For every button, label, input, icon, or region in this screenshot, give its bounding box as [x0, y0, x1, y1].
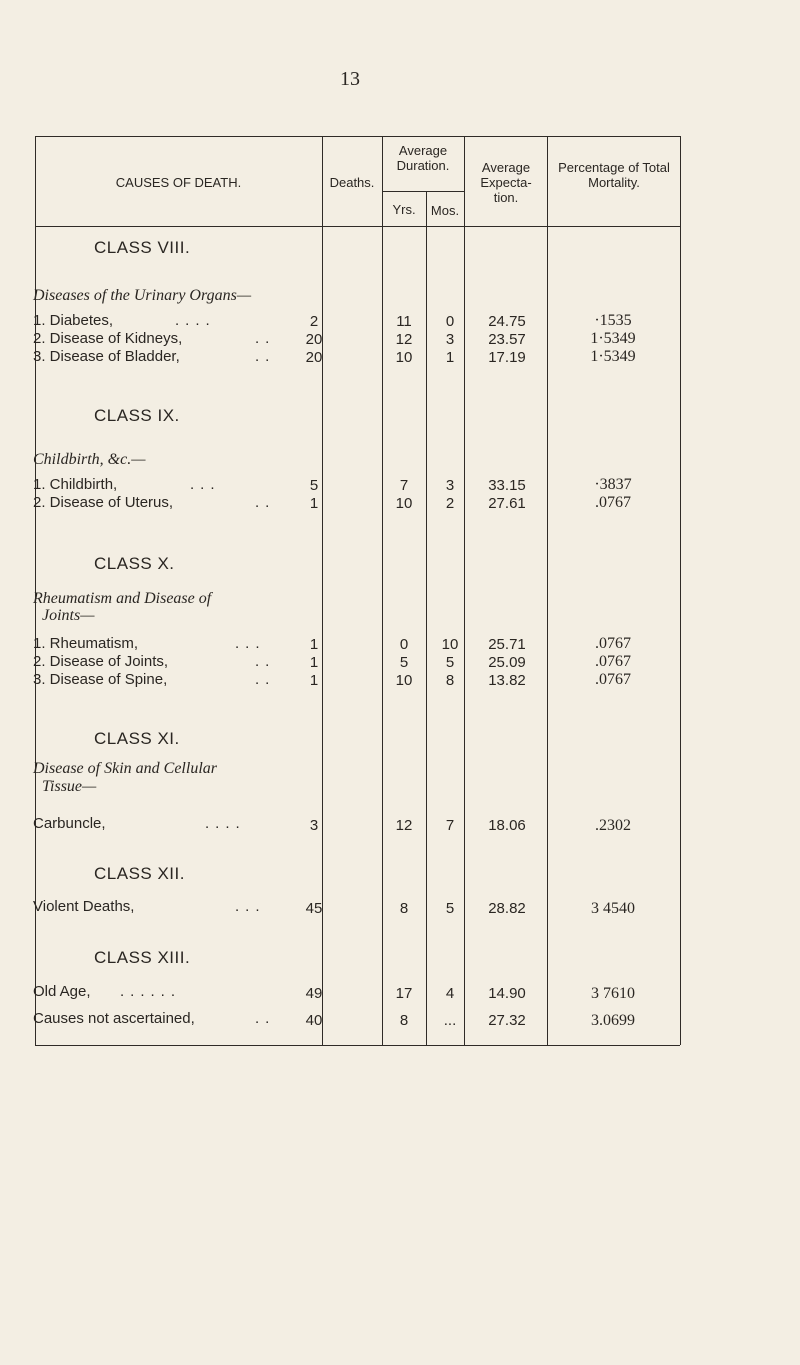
percentage-cell: .0767	[595, 635, 631, 652]
class-title: CLASS XI.	[94, 729, 180, 748]
expectation-cell: 17.19	[488, 349, 526, 366]
mos-cell: 10	[441, 636, 459, 653]
yrs-cell: 11	[396, 313, 412, 330]
deaths-cell: 49	[305, 985, 323, 1002]
deaths-cell: 40	[305, 1012, 323, 1029]
deaths-cell: 1	[309, 654, 319, 671]
mos-cell: 5	[445, 654, 455, 671]
percentage-cell: .0767	[595, 494, 631, 511]
row-label: 3. Disease of Spine,	[33, 671, 168, 688]
mos-cell: 2	[445, 495, 455, 512]
percentage-cell: .0767	[595, 653, 631, 670]
leader-dots: ....	[175, 312, 216, 329]
expectation-cell: 27.61	[488, 495, 526, 512]
leader-dots: ..	[255, 348, 276, 365]
row-label: 1. Rheumatism,	[33, 635, 139, 652]
expectation-cell: 18.06	[488, 817, 526, 834]
expectation-cell: 14.90	[488, 985, 526, 1002]
mos-cell: 3	[445, 477, 455, 494]
yrs-cell: 10	[395, 672, 413, 689]
percentage-cell: .2302	[595, 817, 631, 834]
yrs-cell: 0	[399, 636, 409, 653]
deaths-cell: 5	[309, 477, 319, 494]
yrs-cell: 12	[395, 331, 413, 348]
percentage-cell: 1·5349	[590, 330, 636, 347]
leader-dots: ...	[190, 476, 221, 493]
yrs-cell: 10	[395, 349, 413, 366]
class-title: CLASS XIII.	[94, 948, 191, 967]
leader-dots: ..	[255, 1010, 276, 1027]
percentage-cell: 1·5349	[590, 348, 636, 365]
mos-cell: 1	[445, 349, 455, 366]
percentage-cell: 3 7610	[591, 985, 635, 1002]
group-heading-cont: Tissue—	[42, 778, 97, 795]
row-label: 3. Disease of Bladder,	[33, 348, 180, 365]
deaths-cell: 20	[305, 349, 323, 366]
deaths-cell: 1	[309, 636, 319, 653]
expectation-cell: 24.75	[488, 313, 526, 330]
header-average-expectation: Average Expecta- tion.	[480, 160, 532, 205]
row-label: Violent Deaths,	[33, 898, 135, 915]
header-percentage-mortality: Percentage of Total Mortality.	[558, 160, 670, 190]
yrs-cell: 5	[399, 654, 409, 671]
yrs-cell: 10	[395, 495, 413, 512]
mos-cell: 3	[445, 331, 455, 348]
mos-cell: ...	[443, 1012, 457, 1029]
deaths-cell: 20	[305, 331, 323, 348]
leader-dots: ..	[255, 671, 276, 688]
row-label: 1. Childbirth,	[33, 476, 118, 493]
header-average-duration: Average Duration.	[396, 143, 450, 173]
group-heading: Childbirth, &c.—	[33, 451, 146, 468]
yrs-cell: 12	[395, 817, 413, 834]
leader-dots: ....	[205, 815, 246, 832]
expectation-cell: 25.09	[488, 654, 526, 671]
deaths-cell: 1	[309, 495, 319, 512]
expectation-cell: 25.71	[488, 636, 526, 653]
leader-dots: ...	[235, 635, 266, 652]
percentage-cell: ·3837	[594, 476, 632, 493]
header-causes: CAUSES OF DEATH.	[115, 175, 242, 190]
deaths-cell: 3	[309, 817, 319, 834]
class-title: CLASS IX.	[94, 406, 180, 425]
yrs-cell: 7	[399, 477, 409, 494]
percentage-cell: .0767	[595, 671, 631, 688]
mos-cell: 5	[445, 900, 455, 917]
class-title: CLASS VIII.	[94, 238, 191, 257]
yrs-cell: 8	[399, 1012, 409, 1029]
leader-dots: ......	[120, 983, 182, 1000]
deaths-cell: 45	[305, 900, 323, 917]
leader-dots: ..	[255, 494, 276, 511]
deaths-cell: 1	[309, 672, 319, 689]
leader-dots: ..	[255, 330, 276, 347]
row-label: Carbuncle,	[33, 815, 106, 832]
mos-cell: 8	[445, 672, 455, 689]
group-heading: Rheumatism and Disease of	[33, 590, 212, 607]
group-heading: Disease of Skin and Cellular	[33, 760, 217, 777]
group-heading: Diseases of the Urinary Organs—	[33, 287, 252, 304]
row-label: Old Age,	[33, 983, 91, 1000]
percentage-cell: 3 4540	[591, 900, 635, 917]
expectation-cell: 13.82	[488, 672, 526, 689]
expectation-cell: 27.32	[488, 1012, 526, 1029]
class-title: CLASS XII.	[94, 864, 185, 883]
header-deaths: Deaths.	[329, 175, 375, 190]
expectation-cell: 23.57	[488, 331, 526, 348]
row-label: 2. Disease of Kidneys,	[33, 330, 183, 347]
row-label: Causes not ascertained,	[33, 1010, 195, 1027]
mos-cell: 0	[445, 313, 455, 330]
row-label: 2. Disease of Joints,	[33, 653, 169, 670]
row-label: 2. Disease of Uterus,	[33, 494, 174, 511]
header-mos: Mos.	[430, 203, 460, 218]
percentage-cell: ·1535	[594, 312, 632, 329]
deaths-cell: 2	[309, 313, 319, 330]
class-title: CLASS X.	[94, 554, 175, 573]
row-label: 1. Diabetes,	[33, 312, 114, 329]
leader-dots: ...	[235, 898, 266, 915]
percentage-cell: 3.0699	[591, 1012, 635, 1029]
expectation-cell: 28.82	[488, 900, 526, 917]
yrs-cell: 17	[395, 985, 413, 1002]
page-number: 13	[340, 68, 360, 90]
expectation-cell: 33.15	[488, 477, 526, 494]
yrs-cell: 8	[399, 900, 409, 917]
group-heading-cont: Joints—	[42, 607, 95, 624]
leader-dots: ..	[255, 653, 276, 670]
mos-cell: 4	[445, 985, 455, 1002]
mos-cell: 7	[445, 817, 455, 834]
header-yrs: Yrs.	[392, 202, 416, 217]
